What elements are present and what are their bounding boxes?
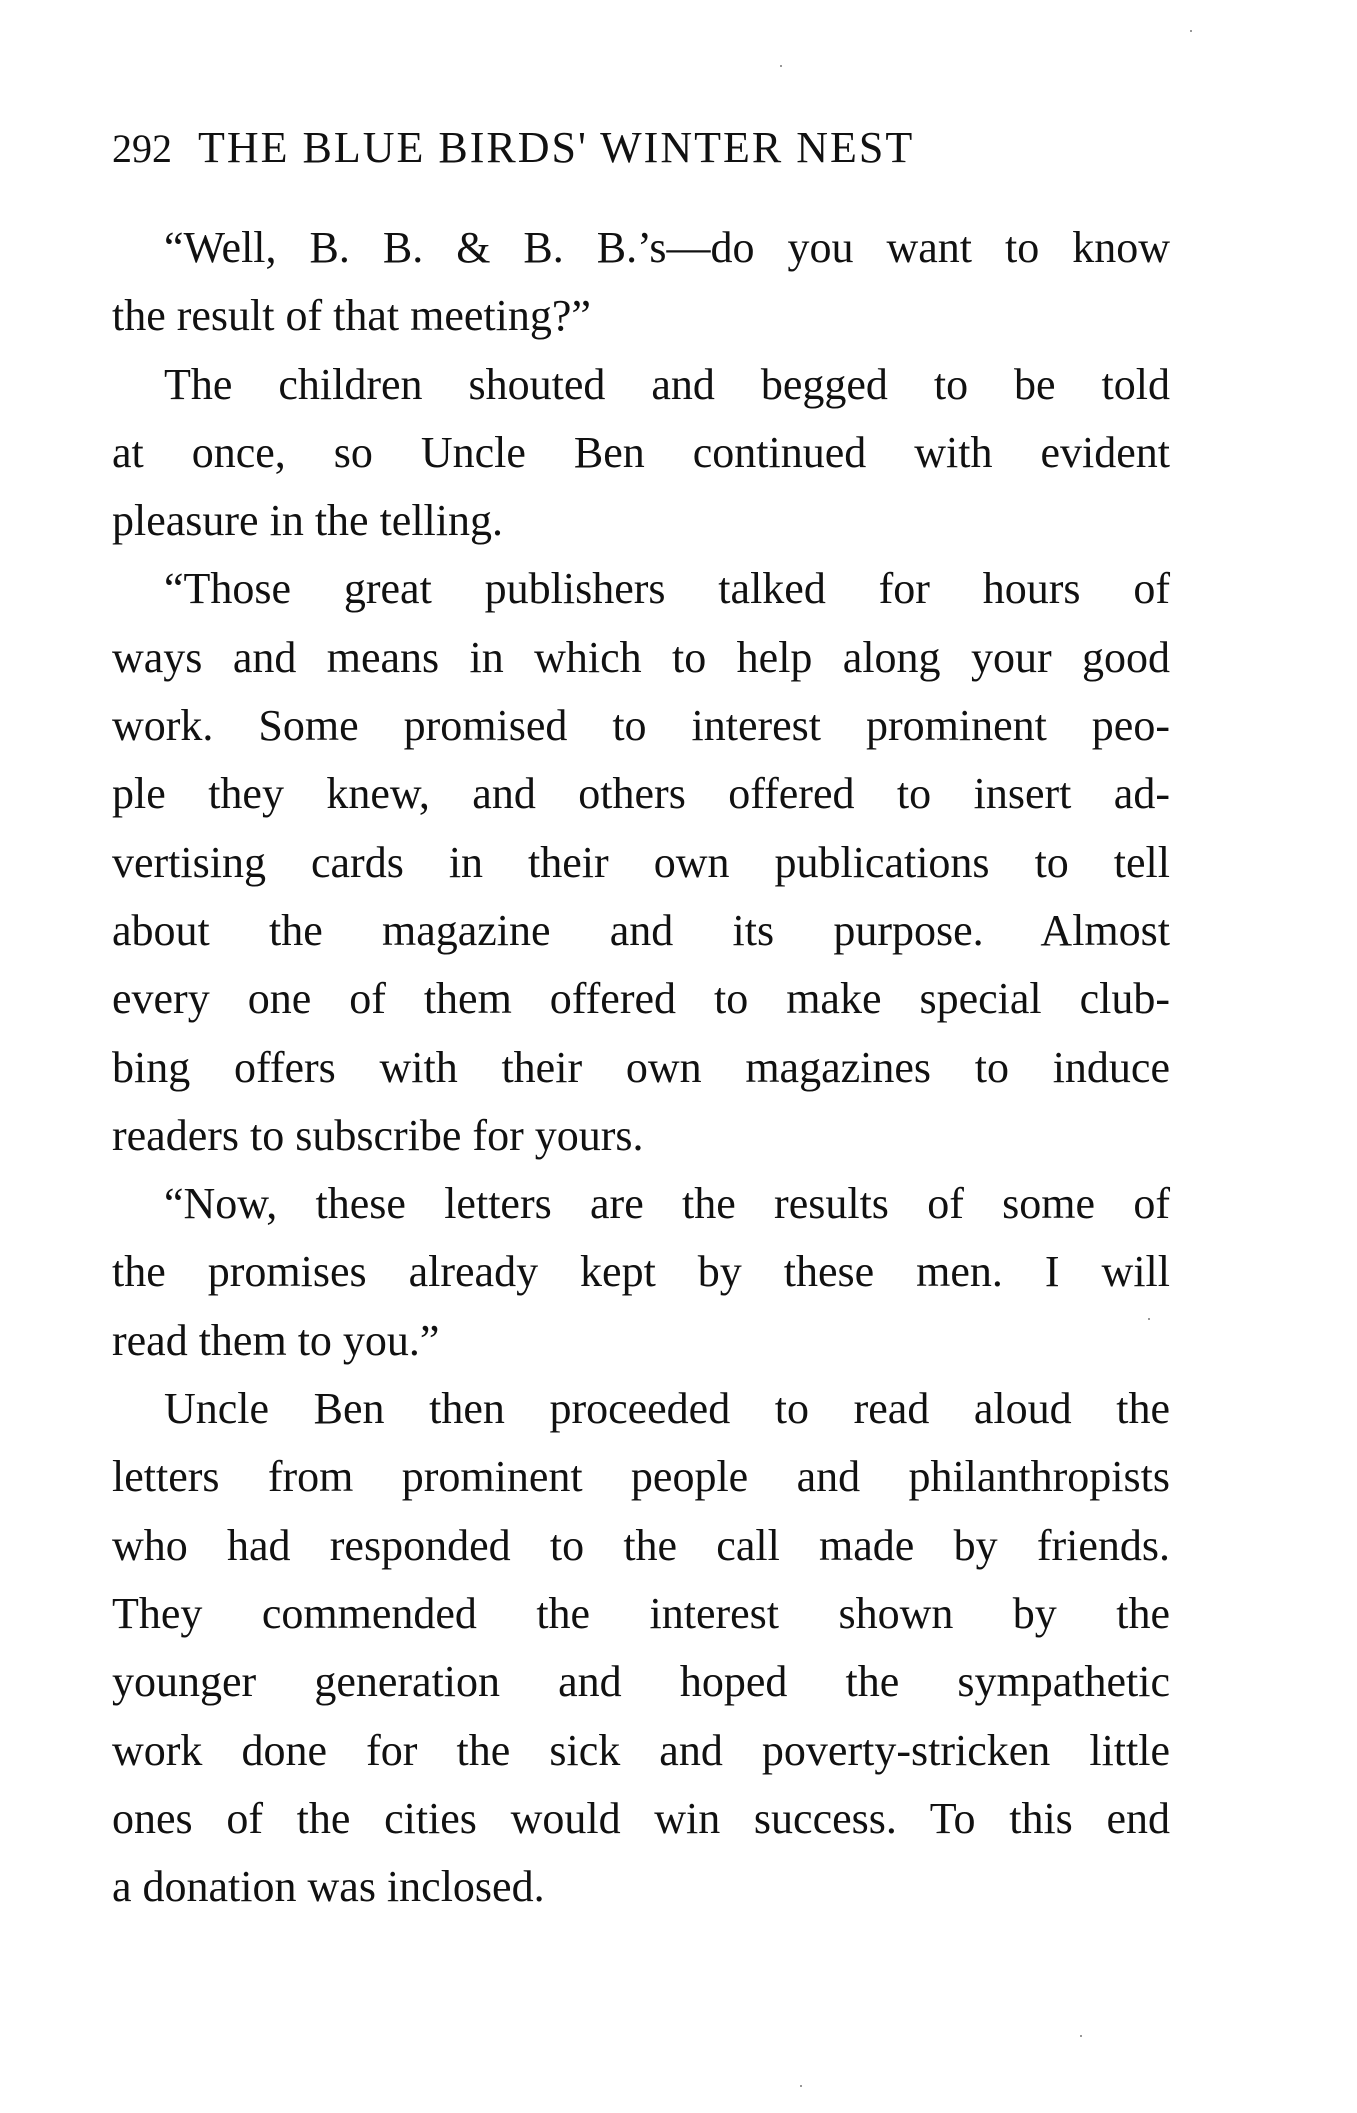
text-line: work done for the sick and poverty-stricken little — [112, 1725, 1170, 1775]
text-line: “Well, B. B. & B. B.’s—do you want to know — [164, 223, 1170, 272]
text-line: They commended the interest shown by the — [112, 1588, 1170, 1638]
scan-speck — [780, 65, 782, 67]
text-line: “Now, these letters are the results of some of — [164, 1179, 1170, 1229]
paragraph — [112, 1170, 1170, 1375]
scan-speck — [1190, 30, 1192, 32]
text-line: the result of that meeting?” — [112, 291, 591, 341]
text-line: bing offers with their own magazines to induce — [112, 1042, 1170, 1092]
text-line: “Those great publishers talked for hours of — [164, 564, 1170, 614]
text-line: ways and means in which to help along your good — [112, 632, 1170, 682]
text-line: letters from prominent people and philanthropists — [112, 1452, 1170, 1502]
page-body — [112, 214, 1170, 1921]
paragraph — [112, 351, 1170, 556]
scan-speck — [1148, 1318, 1150, 1320]
paragraph — [112, 1375, 1170, 1921]
text-line: about the magazine and its purpose. Almost — [112, 905, 1170, 955]
running-header — [112, 118, 1172, 179]
scan-speck — [1080, 2035, 1082, 2037]
scan-speck — [800, 2085, 802, 2087]
text-line: at once, so Uncle Ben continued with evident — [112, 427, 1170, 477]
paragraph — [112, 214, 1170, 351]
text-line: vertising cards in their own publications to tell — [112, 837, 1170, 887]
text-line: the promises already kept by these men. I will — [112, 1247, 1170, 1297]
paragraph — [112, 555, 1170, 1170]
text-line: ones of the cities would win success. To this end — [112, 1793, 1170, 1843]
text-line: work. Some promised to interest prominent peo- — [112, 701, 1170, 751]
page-number: 292 — [112, 126, 172, 171]
running-head-title: THE BLUE BIRDS' WINTER NEST — [198, 123, 915, 172]
text-line: ple they knew, and others offered to insert ad- — [112, 769, 1170, 819]
text-line: The children shouted and begged to be told — [164, 359, 1170, 409]
text-line: read them to you.” — [112, 1315, 440, 1365]
text-line: Uncle Ben then proceeded to read aloud the — [164, 1384, 1170, 1434]
text-line: every one of them offered to make special club- — [112, 974, 1170, 1024]
text-line: younger generation and hoped the sympathetic — [112, 1657, 1170, 1707]
text-line: who had responded to the call made by friends. — [112, 1520, 1170, 1570]
text-line: readers to subscribe for yours. — [112, 1110, 644, 1160]
text-line: pleasure in the telling. — [112, 496, 503, 546]
text-line: a donation was inclosed. — [112, 1862, 545, 1912]
